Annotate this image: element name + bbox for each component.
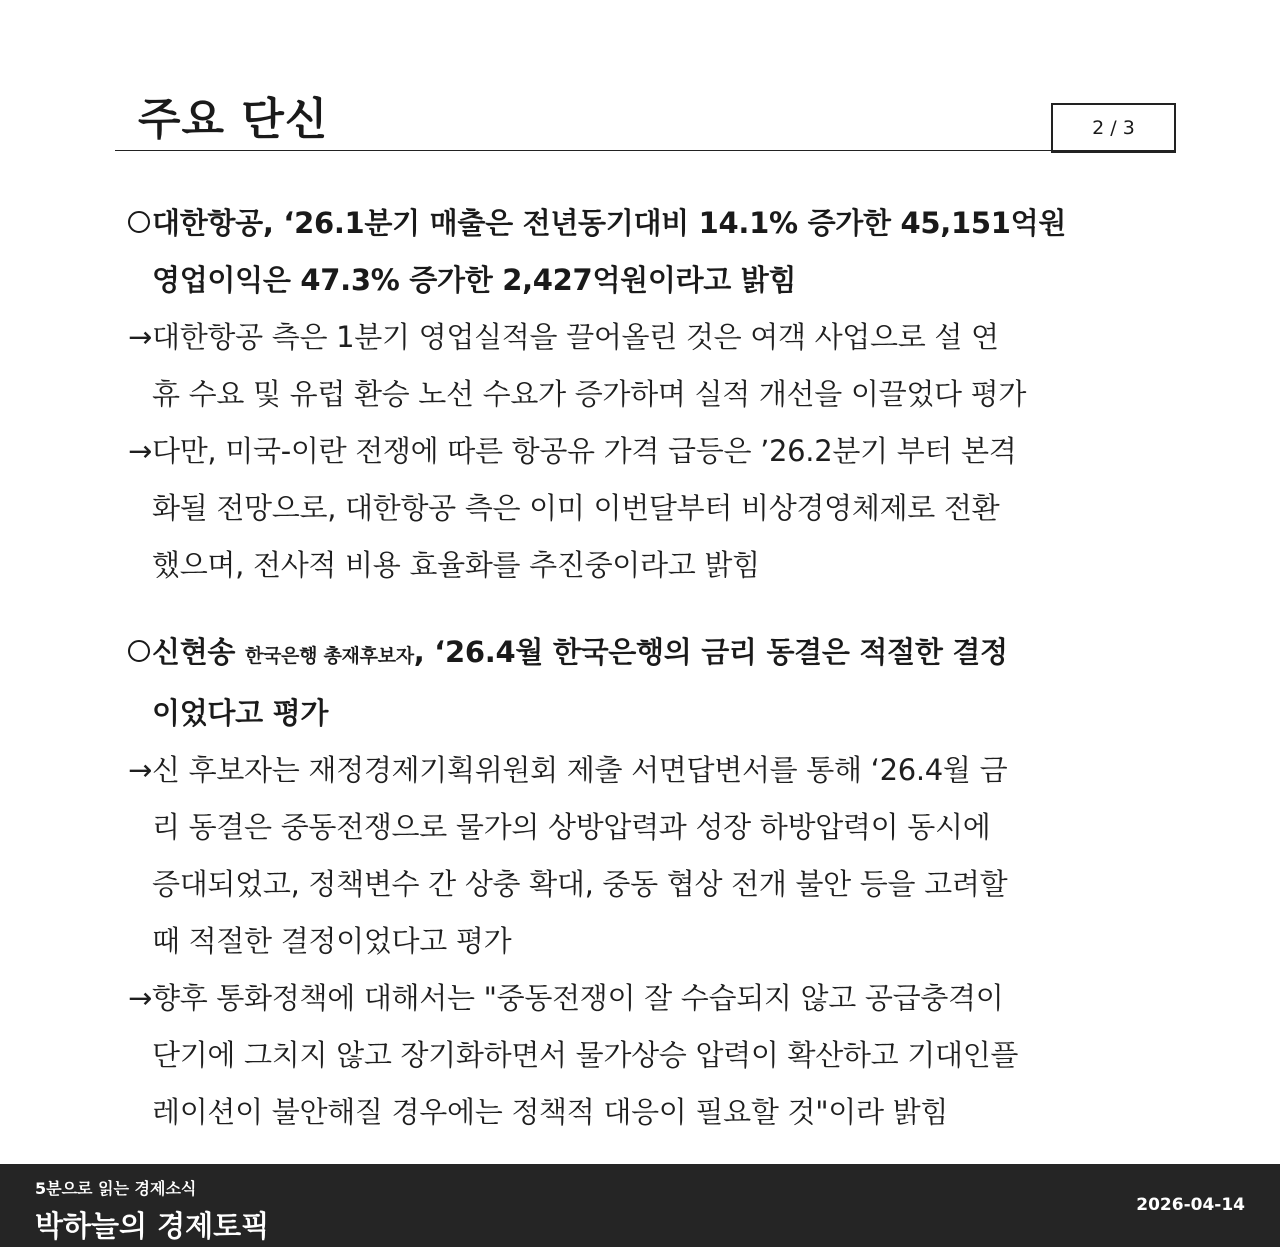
circle-bullet-icon xyxy=(128,640,150,662)
detail-text: 향후 통화정책에 대해서는 "중동전쟁이 잘 수습되지 않고 공급충격이 단기에 그치지 않고 장기화하면서 물가상승 압력이 확산하고 기대인플 레이션이 불안해질 경우에는 정책적 대응이 필요할 것"이라 밝힘 xyxy=(152,981,1019,1129)
footer-date: 2026-04-14 xyxy=(1136,1195,1245,1215)
page-number: 2 / 3 xyxy=(1092,117,1135,139)
arrow-bullet-icon: → xyxy=(128,753,152,787)
page-indicator xyxy=(1051,103,1176,153)
news-list xyxy=(128,195,1168,1171)
news-item xyxy=(128,195,1168,594)
detail-text: 다만, 미국-이란 전쟁에 따른 항공유 가격 급등은 ’26.2분기 부터 본격 화될 전망으로, 대한항공 측은 이미 이번달부터 비상경영체제로 전환 했으며, 전사적 비용 효율화를 추진중이라고 밝힘 xyxy=(152,434,1017,582)
news-detail xyxy=(128,970,1168,1141)
footer-bar xyxy=(0,1164,1280,1247)
headline-text: 신현송 xyxy=(152,635,245,669)
arrow-bullet-icon: → xyxy=(128,320,152,354)
page-title: 주요 단신 xyxy=(138,94,329,145)
footer-subtitle: 5분으로 읽는 경제소식 xyxy=(35,1179,197,1198)
news-detail xyxy=(128,423,1168,594)
footer-brand: 박하늘의 경제토픽 xyxy=(35,1209,270,1243)
headline-text: 대한항공, ‘26.1분기 매출은 전년동기대비 14.1% 증가한 45,151억원 영업이익은 47.3% 증가한 2,427억원이라고 밝힘 xyxy=(152,206,1067,297)
detail-text: 대한항공 측은 1분기 영업실적을 끌어올린 것은 여객 사업으로 설 연 휴 수요 및 유럽 환승 노선 수요가 증가하며 실적 개선을 이끌었다 평가 xyxy=(152,320,1027,411)
arrow-bullet-icon: → xyxy=(128,981,152,1015)
headline-role: 한국은행 총재후보자 xyxy=(244,645,414,667)
news-headline xyxy=(128,195,1168,309)
news-item xyxy=(128,624,1168,1141)
detail-text: 신 후보자는 재정경제기획위원회 제출 서면답변서를 통해 ‘26.4월 금 리 동결은 중동전쟁으로 물가의 상방압력과 성장 하방압력이 동시에 증대되었고, 정책변수 간 상충 확대, 중동 협상 전개 불안 등을 고려할 때 적절한 결정이었다고 평가 xyxy=(152,753,1008,958)
news-detail xyxy=(128,742,1168,970)
headline-text: , ‘26.4월 한국은행의 금리 동결은 적절한 결정 이었다고 평가 xyxy=(152,635,1008,730)
title-divider xyxy=(115,150,1175,151)
news-headline xyxy=(128,624,1168,742)
arrow-bullet-icon: → xyxy=(128,434,152,468)
news-detail xyxy=(128,309,1168,423)
circle-bullet-icon xyxy=(128,211,150,233)
